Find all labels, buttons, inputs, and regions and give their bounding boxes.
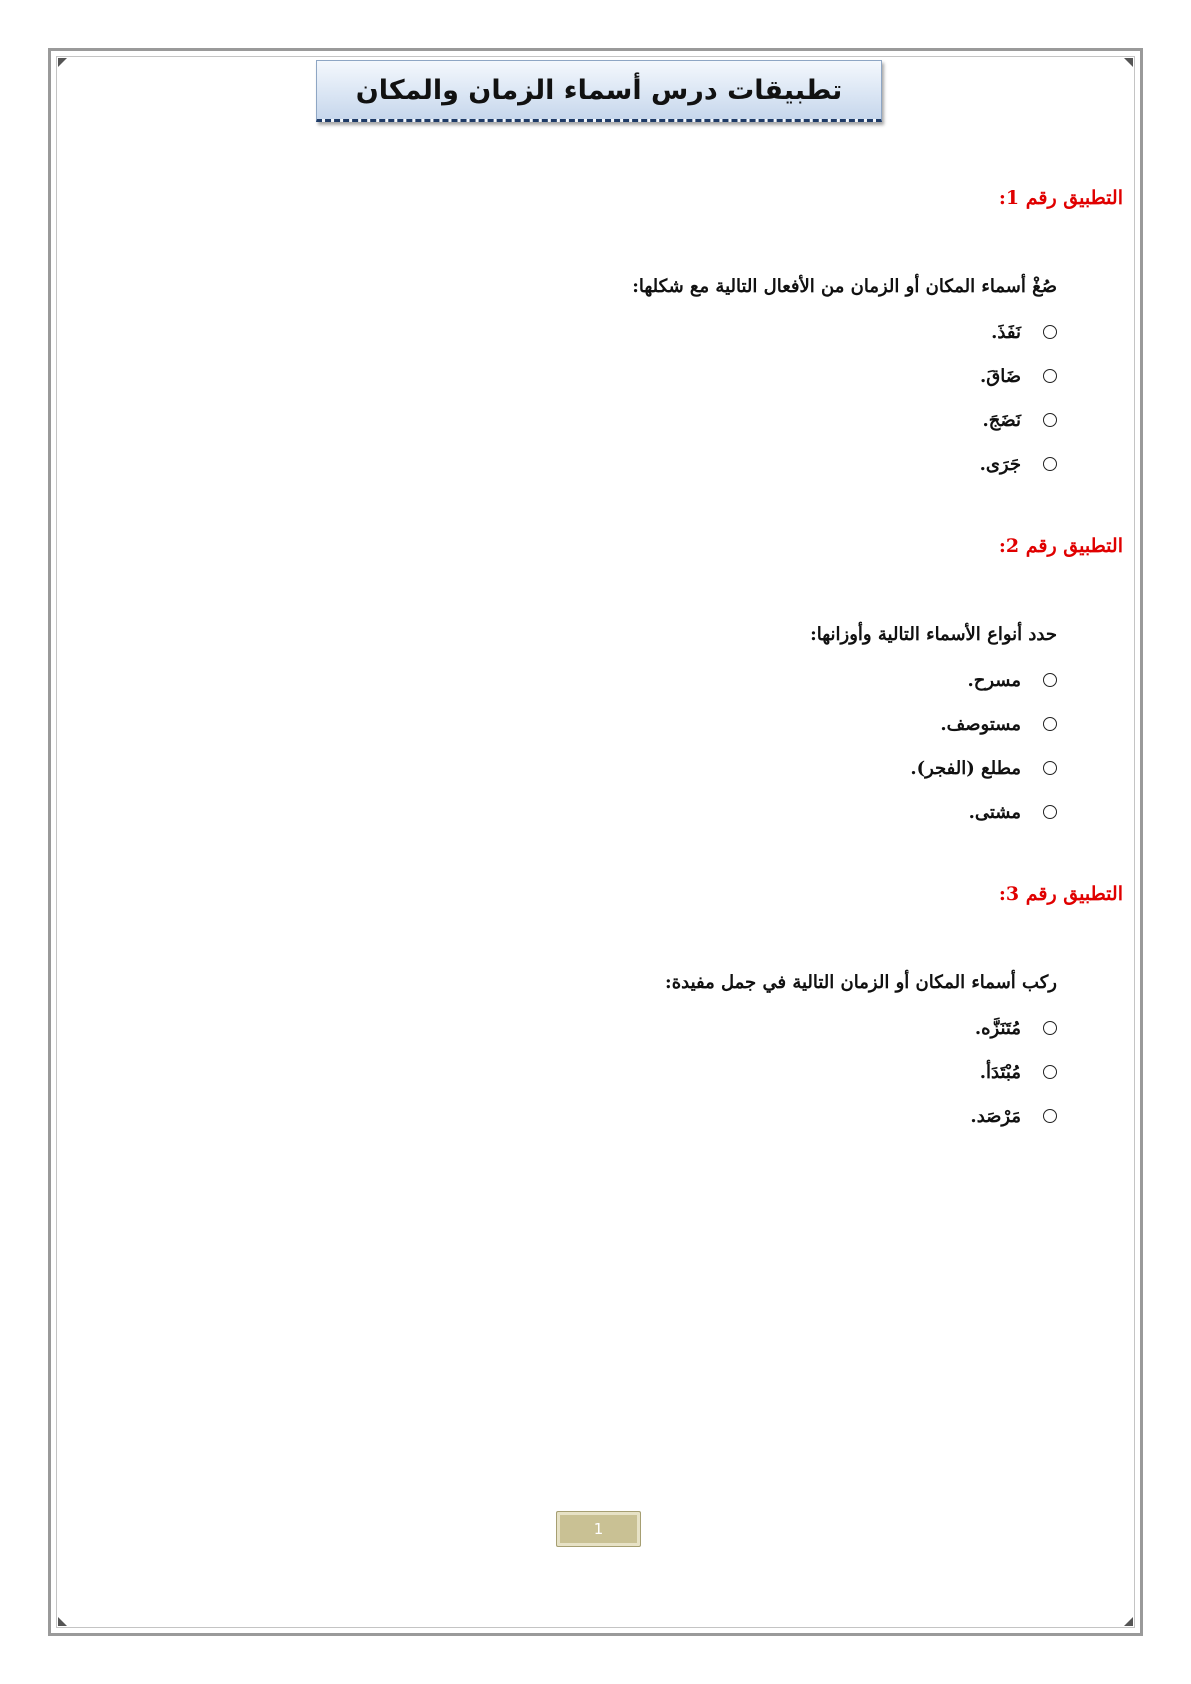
title-banner: [316, 60, 882, 122]
exercise-instruction: حدد أنواع الأسماء التالية وأوزانها:: [810, 624, 1057, 645]
corner-ornament-top-right: [1124, 58, 1133, 67]
list-item: [123, 746, 1057, 790]
circle-bullet-icon: [1043, 1109, 1057, 1123]
exercise-1: [123, 180, 1123, 486]
circle-bullet-icon: [1043, 369, 1057, 383]
exercise-2: [123, 528, 1123, 834]
exercise-item-list: [123, 658, 1123, 834]
list-item: [123, 398, 1057, 442]
page-number-badge: [556, 1511, 641, 1547]
list-item-text: نَضَجَ.: [982, 409, 1021, 431]
list-item-text: مطلع (الفجر).: [910, 757, 1021, 779]
list-item-text: ضَاقَ.: [979, 365, 1021, 387]
document-body: [123, 180, 1123, 1138]
list-item-text: مُبْتَدَأ.: [979, 1061, 1021, 1083]
list-item-text: جَرَى.: [979, 453, 1021, 475]
page-title: تطبيقات درس أسماء الزمان والمكان: [355, 74, 843, 106]
circle-bullet-icon: [1043, 805, 1057, 819]
circle-bullet-icon: [1043, 325, 1057, 339]
list-item: [123, 790, 1057, 834]
list-item: [123, 442, 1057, 486]
list-item-text: مَرْصَد.: [970, 1105, 1021, 1127]
circle-bullet-icon: [1043, 673, 1057, 687]
circle-bullet-icon: [1043, 1021, 1057, 1035]
exercise-item-list: [123, 1006, 1123, 1138]
corner-ornament-bottom-left: [58, 1617, 67, 1626]
exercise-instruction: صُغْ أسماء المكان أو الزمان من الأفعال التالية مع شكلها:: [632, 276, 1057, 297]
exercise-heading: التطبيق رقم 2:: [998, 535, 1123, 557]
list-item-text: مستوصف.: [940, 713, 1021, 735]
list-item: [123, 1050, 1057, 1094]
list-item: [123, 658, 1057, 702]
list-item: [123, 354, 1057, 398]
circle-bullet-icon: [1043, 413, 1057, 427]
list-item: [123, 310, 1057, 354]
list-item: [123, 1006, 1057, 1050]
circle-bullet-icon: [1043, 1065, 1057, 1079]
corner-ornament-top-left: [58, 58, 67, 67]
exercise-instruction: ركب أسماء المكان أو الزمان التالية في جمل مفيدة:: [665, 972, 1057, 993]
circle-bullet-icon: [1043, 457, 1057, 471]
circle-bullet-icon: [1043, 717, 1057, 731]
list-item: [123, 1094, 1057, 1138]
exercise-3: [123, 876, 1123, 1138]
list-item-text: مشتى.: [968, 801, 1021, 823]
exercise-item-list: [123, 310, 1123, 486]
exercise-heading: التطبيق رقم 1:: [998, 187, 1123, 209]
list-item-text: مُتَنَزَّه.: [974, 1017, 1021, 1039]
circle-bullet-icon: [1043, 761, 1057, 775]
page-number: 1: [593, 1520, 604, 1538]
list-item-text: مسرح.: [967, 669, 1021, 691]
corner-ornament-bottom-right: [1124, 1617, 1133, 1626]
list-item: [123, 702, 1057, 746]
list-item-text: نَفَذَ.: [991, 321, 1021, 343]
exercise-heading: التطبيق رقم 3:: [998, 883, 1123, 905]
